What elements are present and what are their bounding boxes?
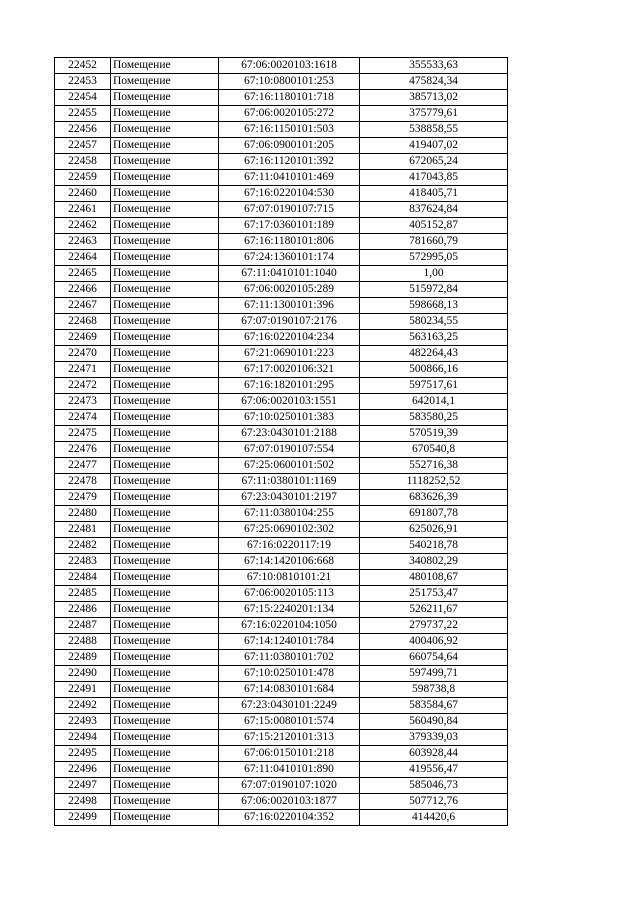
row-number-cell: 22485 bbox=[55, 586, 111, 602]
cadastral-number-cell: 67:11:0380101:702 bbox=[219, 650, 360, 666]
table-row bbox=[55, 362, 508, 378]
row-number-cell: 22457 bbox=[55, 138, 111, 154]
row-number-cell: 22452 bbox=[55, 58, 111, 74]
object-type-cell: Помещение bbox=[111, 554, 219, 570]
table-row bbox=[55, 170, 508, 186]
object-type-cell: Помещение bbox=[111, 458, 219, 474]
cadastral-number-cell: 67:14:1240101:784 bbox=[219, 634, 360, 650]
object-type-cell: Помещение bbox=[111, 618, 219, 634]
table-row bbox=[55, 122, 508, 138]
cadastral-value-cell: 597499,71 bbox=[360, 666, 508, 682]
object-type-cell: Помещение bbox=[111, 602, 219, 618]
cadastral-value-cell: 672065,24 bbox=[360, 154, 508, 170]
table-row bbox=[55, 106, 508, 122]
cadastral-number-cell: 67:06:0020103:1551 bbox=[219, 394, 360, 410]
table-row bbox=[55, 538, 508, 554]
row-number-cell: 22460 bbox=[55, 186, 111, 202]
object-type-cell: Помещение bbox=[111, 138, 219, 154]
row-number-cell: 22462 bbox=[55, 218, 111, 234]
table-row bbox=[55, 698, 508, 714]
cadastral-value-cell: 400406,92 bbox=[360, 634, 508, 650]
row-number-cell: 22479 bbox=[55, 490, 111, 506]
cadastral-value-cell: 375779,61 bbox=[360, 106, 508, 122]
cadastral-value-cell: 385713,02 bbox=[360, 90, 508, 106]
table-row bbox=[55, 682, 508, 698]
table-row bbox=[55, 602, 508, 618]
object-type-cell: Помещение bbox=[111, 794, 219, 810]
object-type-cell: Помещение bbox=[111, 762, 219, 778]
table-row bbox=[55, 346, 508, 362]
cadastral-number-cell: 67:06:0020105:113 bbox=[219, 586, 360, 602]
object-type-cell: Помещение bbox=[111, 666, 219, 682]
cadastral-number-cell: 67:07:0190107:1020 bbox=[219, 778, 360, 794]
object-type-cell: Помещение bbox=[111, 586, 219, 602]
table-row bbox=[55, 426, 508, 442]
row-number-cell: 22489 bbox=[55, 650, 111, 666]
cadastral-number-cell: 67:10:0250101:383 bbox=[219, 410, 360, 426]
row-number-cell: 22461 bbox=[55, 202, 111, 218]
object-type-cell: Помещение bbox=[111, 394, 219, 410]
table-row bbox=[55, 218, 508, 234]
cadastral-value-cell: 583584,67 bbox=[360, 698, 508, 714]
object-type-cell: Помещение bbox=[111, 330, 219, 346]
row-number-cell: 22467 bbox=[55, 298, 111, 314]
table-row bbox=[55, 234, 508, 250]
object-type-cell: Помещение bbox=[111, 442, 219, 458]
cadastral-number-cell: 67:06:0150101:218 bbox=[219, 746, 360, 762]
cadastral-value-cell: 1118252,52 bbox=[360, 474, 508, 490]
cadastral-number-cell: 67:11:1300101:396 bbox=[219, 298, 360, 314]
row-number-cell: 22464 bbox=[55, 250, 111, 266]
row-number-cell: 22496 bbox=[55, 762, 111, 778]
cadastral-number-cell: 67:15:0080101:574 bbox=[219, 714, 360, 730]
cadastral-value-cell: 570519,39 bbox=[360, 426, 508, 442]
row-number-cell: 22480 bbox=[55, 506, 111, 522]
table-row bbox=[55, 522, 508, 538]
cadastral-value-cell: 419407,02 bbox=[360, 138, 508, 154]
cadastral-value-cell: 598668,13 bbox=[360, 298, 508, 314]
object-type-cell: Помещение bbox=[111, 234, 219, 250]
cadastral-number-cell: 67:23:0430101:2249 bbox=[219, 698, 360, 714]
row-number-cell: 22475 bbox=[55, 426, 111, 442]
row-number-cell: 22466 bbox=[55, 282, 111, 298]
object-type-cell: Помещение bbox=[111, 282, 219, 298]
cadastral-value-cell: 526211,67 bbox=[360, 602, 508, 618]
cadastral-number-cell: 67:06:0020103:1877 bbox=[219, 794, 360, 810]
cadastral-value-cell: 538858,55 bbox=[360, 122, 508, 138]
cadastral-number-cell: 67:16:1180101:718 bbox=[219, 90, 360, 106]
row-number-cell: 22463 bbox=[55, 234, 111, 250]
cadastral-number-cell: 67:16:1820101:295 bbox=[219, 378, 360, 394]
table-row bbox=[55, 186, 508, 202]
table-row bbox=[55, 730, 508, 746]
table-row bbox=[55, 250, 508, 266]
row-number-cell: 22499 bbox=[55, 810, 111, 826]
table-row bbox=[55, 762, 508, 778]
cadastral-number-cell: 67:10:0800101:253 bbox=[219, 74, 360, 90]
table-row bbox=[55, 618, 508, 634]
cadastral-value-cell: 552716,38 bbox=[360, 458, 508, 474]
cadastral-value-cell: 480108,67 bbox=[360, 570, 508, 586]
table-row bbox=[55, 298, 508, 314]
cadastral-value-cell: 251753,47 bbox=[360, 586, 508, 602]
cadastral-number-cell: 67:16:0220104:234 bbox=[219, 330, 360, 346]
cadastral-value-cell: 475824,34 bbox=[360, 74, 508, 90]
table-row bbox=[55, 586, 508, 602]
table-row bbox=[55, 490, 508, 506]
object-type-cell: Помещение bbox=[111, 314, 219, 330]
cadastral-value-cell: 419556,47 bbox=[360, 762, 508, 778]
row-number-cell: 22478 bbox=[55, 474, 111, 490]
cadastral-number-cell: 67:07:0190107:2176 bbox=[219, 314, 360, 330]
row-number-cell: 22487 bbox=[55, 618, 111, 634]
row-number-cell: 22486 bbox=[55, 602, 111, 618]
cadastral-number-cell: 67:11:0380104:255 bbox=[219, 506, 360, 522]
cadastral-value-cell: 660754,64 bbox=[360, 650, 508, 666]
table-row bbox=[55, 138, 508, 154]
cadastral-value-cell: 683626,39 bbox=[360, 490, 508, 506]
cadastral-number-cell: 67:11:0380101:1169 bbox=[219, 474, 360, 490]
cadastral-number-cell: 67:16:1120101:392 bbox=[219, 154, 360, 170]
cadastral-number-cell: 67:16:0220104:1050 bbox=[219, 618, 360, 634]
cadastral-value-cell: 597517,61 bbox=[360, 378, 508, 394]
cadastral-number-cell: 67:07:0190107:715 bbox=[219, 202, 360, 218]
cadastral-number-cell: 67:16:0220117:19 bbox=[219, 538, 360, 554]
row-number-cell: 22495 bbox=[55, 746, 111, 762]
cadastral-value-cell: 379339,03 bbox=[360, 730, 508, 746]
row-number-cell: 22477 bbox=[55, 458, 111, 474]
cadastral-value-cell: 540218,78 bbox=[360, 538, 508, 554]
object-type-cell: Помещение bbox=[111, 346, 219, 362]
cadastral-number-cell: 67:11:0410101:890 bbox=[219, 762, 360, 778]
cadastral-number-cell: 67:06:0020105:289 bbox=[219, 282, 360, 298]
object-type-cell: Помещение bbox=[111, 362, 219, 378]
row-number-cell: 22469 bbox=[55, 330, 111, 346]
cadastral-value-cell: 340802,29 bbox=[360, 554, 508, 570]
table-row bbox=[55, 458, 508, 474]
object-type-cell: Помещение bbox=[111, 410, 219, 426]
property-table bbox=[54, 57, 508, 826]
object-type-cell: Помещение bbox=[111, 810, 219, 826]
object-type-cell: Помещение bbox=[111, 122, 219, 138]
object-type-cell: Помещение bbox=[111, 634, 219, 650]
object-type-cell: Помещение bbox=[111, 266, 219, 282]
cadastral-value-cell: 837624,84 bbox=[360, 202, 508, 218]
cadastral-value-cell: 1,00 bbox=[360, 266, 508, 282]
cadastral-value-cell: 625026,91 bbox=[360, 522, 508, 538]
cadastral-number-cell: 67:10:0810101:21 bbox=[219, 570, 360, 586]
row-number-cell: 22491 bbox=[55, 682, 111, 698]
object-type-cell: Помещение bbox=[111, 474, 219, 490]
row-number-cell: 22453 bbox=[55, 74, 111, 90]
table-row bbox=[55, 410, 508, 426]
object-type-cell: Помещение bbox=[111, 698, 219, 714]
cadastral-number-cell: 67:24:1360101:174 bbox=[219, 250, 360, 266]
table-row bbox=[55, 442, 508, 458]
cadastral-number-cell: 67:11:0410101:1040 bbox=[219, 266, 360, 282]
cadastral-number-cell: 67:25:0600101:502 bbox=[219, 458, 360, 474]
cadastral-number-cell: 67:15:2240201:134 bbox=[219, 602, 360, 618]
object-type-cell: Помещение bbox=[111, 186, 219, 202]
table-row bbox=[55, 394, 508, 410]
object-type-cell: Помещение bbox=[111, 538, 219, 554]
row-number-cell: 22459 bbox=[55, 170, 111, 186]
object-type-cell: Помещение bbox=[111, 202, 219, 218]
table-row bbox=[55, 266, 508, 282]
object-type-cell: Помещение bbox=[111, 378, 219, 394]
table-row bbox=[55, 378, 508, 394]
cadastral-value-cell: 691807,78 bbox=[360, 506, 508, 522]
cadastral-number-cell: 67:16:1180101:806 bbox=[219, 234, 360, 250]
cadastral-number-cell: 67:14:1420106:668 bbox=[219, 554, 360, 570]
table-row bbox=[55, 794, 508, 810]
cadastral-value-cell: 417043,85 bbox=[360, 170, 508, 186]
table-row bbox=[55, 810, 508, 826]
row-number-cell: 22456 bbox=[55, 122, 111, 138]
row-number-cell: 22492 bbox=[55, 698, 111, 714]
object-type-cell: Помещение bbox=[111, 154, 219, 170]
row-number-cell: 22468 bbox=[55, 314, 111, 330]
cadastral-value-cell: 507712,76 bbox=[360, 794, 508, 810]
row-number-cell: 22465 bbox=[55, 266, 111, 282]
table-row bbox=[55, 154, 508, 170]
cadastral-value-cell: 405152,87 bbox=[360, 218, 508, 234]
cadastral-value-cell: 482264,43 bbox=[360, 346, 508, 362]
object-type-cell: Помещение bbox=[111, 778, 219, 794]
table-row bbox=[55, 634, 508, 650]
cadastral-value-cell: 583580,25 bbox=[360, 410, 508, 426]
cadastral-number-cell: 67:11:0410101:469 bbox=[219, 170, 360, 186]
table-row bbox=[55, 58, 508, 74]
row-number-cell: 22470 bbox=[55, 346, 111, 362]
cadastral-number-cell: 67:06:0020103:1618 bbox=[219, 58, 360, 74]
cadastral-number-cell: 67:21:0690101:223 bbox=[219, 346, 360, 362]
row-number-cell: 22488 bbox=[55, 634, 111, 650]
table-row bbox=[55, 554, 508, 570]
cadastral-number-cell: 67:17:0360101:189 bbox=[219, 218, 360, 234]
row-number-cell: 22454 bbox=[55, 90, 111, 106]
table-row bbox=[55, 74, 508, 90]
row-number-cell: 22476 bbox=[55, 442, 111, 458]
cadastral-value-cell: 418405,71 bbox=[360, 186, 508, 202]
object-type-cell: Помещение bbox=[111, 570, 219, 586]
table-row bbox=[55, 666, 508, 682]
row-number-cell: 22483 bbox=[55, 554, 111, 570]
object-type-cell: Помещение bbox=[111, 170, 219, 186]
cadastral-number-cell: 67:25:0690102:302 bbox=[219, 522, 360, 538]
cadastral-number-cell: 67:17:0020106:321 bbox=[219, 362, 360, 378]
object-type-cell: Помещение bbox=[111, 74, 219, 90]
cadastral-value-cell: 585046,73 bbox=[360, 778, 508, 794]
cadastral-number-cell: 67:14:0830101:684 bbox=[219, 682, 360, 698]
table-row bbox=[55, 314, 508, 330]
table-row bbox=[55, 650, 508, 666]
cadastral-value-cell: 598738,8 bbox=[360, 682, 508, 698]
cadastral-value-cell: 580234,55 bbox=[360, 314, 508, 330]
cadastral-value-cell: 414420,6 bbox=[360, 810, 508, 826]
table-row bbox=[55, 474, 508, 490]
object-type-cell: Помещение bbox=[111, 298, 219, 314]
row-number-cell: 22474 bbox=[55, 410, 111, 426]
object-type-cell: Помещение bbox=[111, 490, 219, 506]
object-type-cell: Помещение bbox=[111, 426, 219, 442]
cadastral-number-cell: 67:06:0020105:272 bbox=[219, 106, 360, 122]
object-type-cell: Помещение bbox=[111, 730, 219, 746]
object-type-cell: Помещение bbox=[111, 522, 219, 538]
cadastral-number-cell: 67:23:0430101:2188 bbox=[219, 426, 360, 442]
cadastral-number-cell: 67:07:0190107:554 bbox=[219, 442, 360, 458]
object-type-cell: Помещение bbox=[111, 650, 219, 666]
table-row bbox=[55, 506, 508, 522]
object-type-cell: Помещение bbox=[111, 58, 219, 74]
table-row bbox=[55, 90, 508, 106]
cadastral-value-cell: 355533,63 bbox=[360, 58, 508, 74]
cadastral-value-cell: 642014,1 bbox=[360, 394, 508, 410]
cadastral-value-cell: 563163,25 bbox=[360, 330, 508, 346]
cadastral-number-cell: 67:16:0220104:530 bbox=[219, 186, 360, 202]
cadastral-value-cell: 279737,22 bbox=[360, 618, 508, 634]
object-type-cell: Помещение bbox=[111, 218, 219, 234]
cadastral-number-cell: 67:16:1150101:503 bbox=[219, 122, 360, 138]
table-row bbox=[55, 714, 508, 730]
row-number-cell: 22494 bbox=[55, 730, 111, 746]
table-row bbox=[55, 202, 508, 218]
object-type-cell: Помещение bbox=[111, 250, 219, 266]
cadastral-number-cell: 67:15:2120101:313 bbox=[219, 730, 360, 746]
object-type-cell: Помещение bbox=[111, 746, 219, 762]
cadastral-value-cell: 670540,8 bbox=[360, 442, 508, 458]
row-number-cell: 22471 bbox=[55, 362, 111, 378]
table-row bbox=[55, 746, 508, 762]
row-number-cell: 22497 bbox=[55, 778, 111, 794]
row-number-cell: 22493 bbox=[55, 714, 111, 730]
object-type-cell: Помещение bbox=[111, 714, 219, 730]
cadastral-value-cell: 781660,79 bbox=[360, 234, 508, 250]
cadastral-number-cell: 67:10:0250101:478 bbox=[219, 666, 360, 682]
cadastral-number-cell: 67:23:0430101:2197 bbox=[219, 490, 360, 506]
object-type-cell: Помещение bbox=[111, 106, 219, 122]
table-row bbox=[55, 330, 508, 346]
cadastral-number-cell: 67:16:0220104:352 bbox=[219, 810, 360, 826]
row-number-cell: 22458 bbox=[55, 154, 111, 170]
row-number-cell: 22482 bbox=[55, 538, 111, 554]
table-row bbox=[55, 570, 508, 586]
cadastral-value-cell: 515972,84 bbox=[360, 282, 508, 298]
object-type-cell: Помещение bbox=[111, 682, 219, 698]
cadastral-value-cell: 500866,16 bbox=[360, 362, 508, 378]
object-type-cell: Помещение bbox=[111, 506, 219, 522]
table-body bbox=[55, 58, 508, 826]
row-number-cell: 22481 bbox=[55, 522, 111, 538]
row-number-cell: 22455 bbox=[55, 106, 111, 122]
row-number-cell: 22490 bbox=[55, 666, 111, 682]
row-number-cell: 22484 bbox=[55, 570, 111, 586]
row-number-cell: 22472 bbox=[55, 378, 111, 394]
cadastral-value-cell: 603928,44 bbox=[360, 746, 508, 762]
object-type-cell: Помещение bbox=[111, 90, 219, 106]
cadastral-number-cell: 67:06:0900101:205 bbox=[219, 138, 360, 154]
table-row bbox=[55, 778, 508, 794]
cadastral-value-cell: 560490,84 bbox=[360, 714, 508, 730]
table-row bbox=[55, 282, 508, 298]
row-number-cell: 22498 bbox=[55, 794, 111, 810]
row-number-cell: 22473 bbox=[55, 394, 111, 410]
cadastral-value-cell: 572995,05 bbox=[360, 250, 508, 266]
